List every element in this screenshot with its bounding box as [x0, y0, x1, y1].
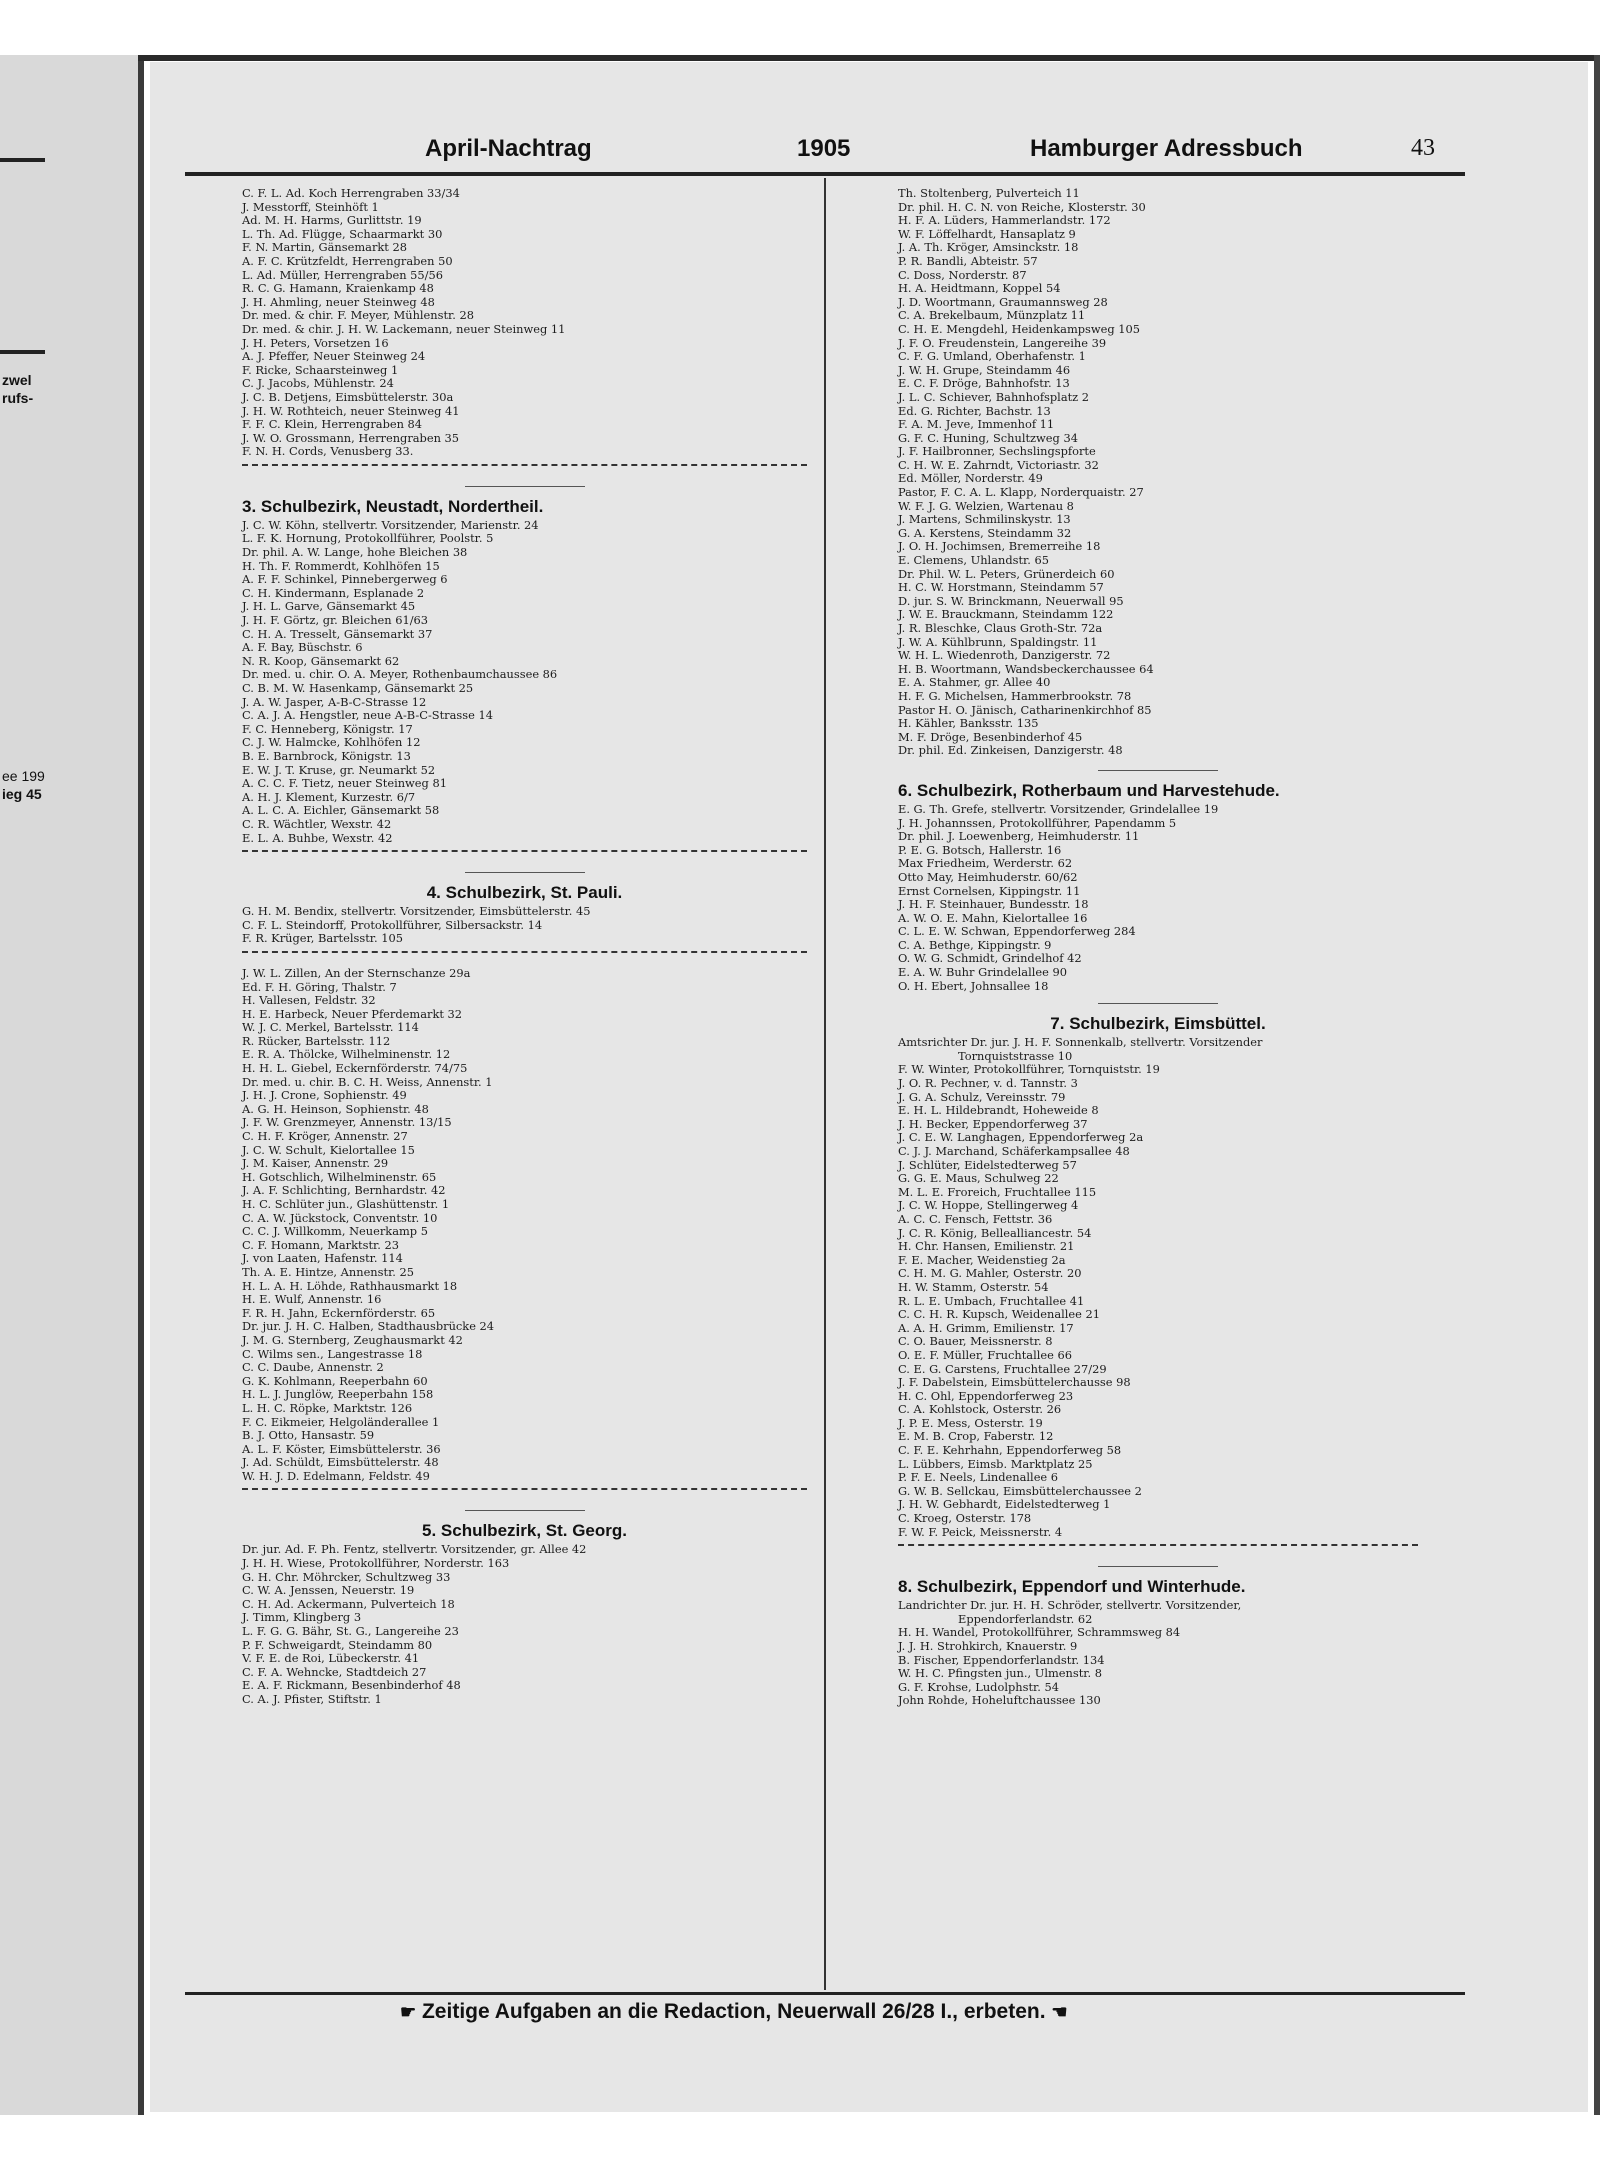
- list-item: E. A. F. Rickmann, Besenbinderhof 48: [242, 1678, 461, 1693]
- list-item: L. F. K. Hornung, Protokollführer, Poolstr. 5: [242, 531, 494, 546]
- list-item: C. H. W. E. Zahrndt, Victoriastr. 32: [898, 457, 1099, 472]
- section-3-list: [242, 519, 807, 845]
- list-item: A. W. O. E. Mahn, Kielortallee 16: [898, 910, 1088, 925]
- section-8-title: 8. Schulbezirk, Eppendorf und Winterhude.: [898, 1577, 1246, 1597]
- footer-text: Zeitige Aufgaben an die Redaction, Neuerwall 26/28 I., erbeten.: [421, 2000, 1046, 2023]
- list-item: G. H. Chr. Möhrcker, Schultzweg 33: [242, 1569, 451, 1584]
- list-item: J. W. A. Kühlbrunn, Spaldingstr. 11: [898, 634, 1098, 649]
- section-4-list: [242, 967, 807, 1484]
- page-header: [425, 135, 1465, 169]
- list-item: A. C. C. F. Tietz, neuer Steinweg 81: [242, 776, 447, 791]
- list-item: F. F. C. Klein, Herrengraben 84: [242, 417, 423, 432]
- margin-fragment: rufs-: [2, 390, 34, 406]
- list-item: J. Messtorff, Steinhöft 1: [242, 199, 379, 214]
- list-item: Dr. med. u. chir. B. C. H. Weiss, Annenstr. 1: [242, 1074, 493, 1089]
- list-item: O. W. G. Schmidt, Grindelhof 42: [898, 951, 1082, 966]
- list-item: J. W. H. Grupe, Steindamm 46: [898, 362, 1071, 377]
- list-item: H. H. L. Giebel, Eckernförderstr. 74/75: [242, 1061, 468, 1076]
- list-item: J. H. F. Görtz, gr. Bleichen 61/63: [242, 613, 429, 628]
- list-item: C. J. W. Halmcke, Kohlhöfen 12: [242, 735, 421, 750]
- list-item: P. F. Schweigardt, Steindamm 80: [242, 1637, 433, 1652]
- list-item: C. F. L. Steindorff, Protokollführer, Silbersackstr. 14: [242, 917, 543, 932]
- list-item: J. J. H. Strohkirch, Knauerstr. 9: [898, 1639, 1078, 1653]
- list-item: E. C. F. Dröge, Bahnhofstr. 13: [898, 376, 1070, 391]
- list-item: J. H. Johannssen, Protokollführer, Papendamm 5: [898, 815, 1177, 830]
- list-item: J. G. A. Schulz, Vereinsstr. 79: [898, 1089, 1066, 1104]
- section-4-officers: [242, 905, 807, 946]
- list-item: Dr. phil. A. W. Lange, hohe Bleichen 38: [242, 545, 468, 560]
- list-item: C. A. Bethge, Kippingstr. 9: [898, 937, 1052, 952]
- list-item: F. C. Henneberg, Königstr. 17: [242, 721, 413, 736]
- list-item: Ed. G. Richter, Bachstr. 13: [898, 403, 1051, 418]
- list-item: H. C. Ohl, Eppendorferweg 23: [898, 1388, 1074, 1403]
- list-item: J. H. L. Garve, Gänsemarkt 45: [242, 599, 416, 614]
- list-item: A. J. Pfeffer, Neuer Steinweg 24: [242, 349, 426, 364]
- list-item: J. H. F. Steinhauer, Bundesstr. 18: [898, 897, 1089, 912]
- list-item: W. H. L. Wiedenroth, Danzigerstr. 72: [898, 648, 1111, 663]
- pointing-hand-icon: ☚: [1051, 2002, 1068, 2022]
- list-item: F. W. F. Peick, Meissnerstr. 4: [898, 1524, 1063, 1539]
- list-item: J. H. Ahmling, neuer Steinweg 48: [242, 294, 435, 309]
- list-item: J. von Laaten, Hafenstr. 114: [242, 1251, 403, 1266]
- list-item: C. H. Ad. Ackermann, Pulverteich 18: [242, 1596, 455, 1611]
- list-item: L. Th. Ad. Flügge, Schaarmarkt 30: [242, 226, 443, 241]
- list-item: C. Doss, Norderstr. 87: [898, 267, 1027, 282]
- list-item: L. F. G. G. Bähr, St. G., Langereihe 23: [242, 1624, 459, 1639]
- list-item: J. A. Th. Kröger, Amsinckstr. 18: [898, 240, 1079, 255]
- list-item: C. A. Brekelbaum, Münzplatz 11: [898, 308, 1086, 323]
- scan-border-top: [138, 55, 1600, 61]
- list-item: G. W. B. Sellckau, Eimsbüttelerchaussee 2: [898, 1483, 1142, 1498]
- margin-fragment: ee 199: [2, 768, 45, 784]
- list-item: E. R. A. Thölcke, Wilhelminenstr. 12: [242, 1047, 451, 1062]
- list-item: P. E. G. Botsch, Hallerstr. 16: [898, 842, 1062, 857]
- section-8-lead: [898, 1599, 1418, 1626]
- list-item: Ernst Cornelsen, Kippingstr. 11: [898, 883, 1081, 898]
- list-item: H. Chr. Hansen, Emilienstr. 21: [898, 1239, 1075, 1254]
- list-item: J. Timm, Klingberg 3: [242, 1610, 362, 1625]
- list-item: W. F. J. G. Welzien, Wartenau 8: [898, 498, 1074, 513]
- list-item: C. B. M. W. Hasenkamp, Gänsemarkt 25: [242, 681, 474, 695]
- list-item: Max Friedheim, Werderstr. 62: [898, 856, 1073, 871]
- list-item: L. Ad. Müller, Herrengraben 55/56: [242, 267, 444, 282]
- list-item: J. Ad. Schüldt, Eimsbüttelerstr. 48: [242, 1455, 439, 1470]
- section-6-title: 6. Schulbezirk, Rotherbaum und Harvestehude.: [898, 780, 1280, 800]
- list-item: A. F. Bay, Büschstr. 6: [242, 640, 363, 655]
- list-item: D. jur. S. W. Brinckmann, Neuerwall 95: [898, 593, 1124, 608]
- list-item: Pastor, F. C. A. L. Klapp, Norderquaistr. 27: [898, 485, 1144, 500]
- list-item: J. P. E. Mess, Osterstr. 19: [898, 1415, 1043, 1430]
- list-item: A. H. J. Klement, Kurzestr. 6/7: [242, 789, 416, 804]
- list-item: G. K. Kohlmann, Reeperbahn 60: [242, 1373, 428, 1388]
- section-6-list: [898, 803, 1418, 993]
- list-item: H. L. J. Junglöw, Reeperbahn 158: [242, 1387, 434, 1402]
- list-item: F. W. Winter, Protokollführer, Tornquiststr. 19: [898, 1062, 1160, 1077]
- list-item: C. H. A. Tresselt, Gänsemarkt 37: [242, 626, 433, 641]
- list-item: Dr. jur. Ad. F. Ph. Fentz, stellvertr. Vorsitzender, gr. Allee 42: [242, 1542, 587, 1557]
- dash-separator: [242, 850, 807, 862]
- list-item: A. G. H. Heinson, Sophienstr. 48: [242, 1101, 429, 1116]
- short-rule: [465, 1510, 585, 1511]
- list-item: C. H. E. Mengdehl, Heidenkampsweg 105: [898, 321, 1141, 336]
- list-item: E. M. B. Crop, Faberstr. 12: [898, 1429, 1054, 1444]
- short-rule: [465, 872, 585, 873]
- list-item: B. E. Barnbrock, Königstr. 13: [242, 748, 411, 763]
- section-7-lead: [898, 1036, 1418, 1063]
- page-number: 43: [1411, 135, 1435, 161]
- pointing-hand-icon: ☛: [400, 2002, 417, 2022]
- list-item: H. L. A. H. Löhde, Rathhausmarkt 18: [242, 1278, 458, 1293]
- list-item: Dr. jur. J. H. C. Halben, Stadthausbrücke 24: [242, 1319, 495, 1334]
- footer-rule: [185, 1992, 1465, 1995]
- list-item: R. C. G. Hamann, Kraienkamp 48: [242, 281, 434, 296]
- list-item: B. Fischer, Eppendorferlandstr. 134: [898, 1652, 1105, 1667]
- list-item: J. C. E. W. Langhagen, Eppendorferweg 2a: [898, 1130, 1144, 1145]
- list-item: W. J. C. Merkel, Bartelsstr. 114: [242, 1020, 419, 1035]
- list-item: A. L. F. Köster, Eimsbüttelerstr. 36: [242, 1441, 441, 1456]
- list-item: G. F. C. Huning, Schultzweg 34: [898, 430, 1078, 445]
- dash-separator: [242, 951, 807, 963]
- list-item: H. Vallesen, Feldstr. 32: [242, 993, 376, 1008]
- list-item: M. F. Dröge, Besenbinderhof 45: [898, 729, 1083, 744]
- list-item: H. F. G. Michelsen, Hammerbrookstr. 78: [898, 688, 1132, 703]
- list-item: M. L. E. Froreich, Fruchtallee 115: [898, 1184, 1097, 1199]
- list-item: F. N. Martin, Gänsemarkt 28: [242, 240, 407, 255]
- list-item: H. E. Wulf, Annenstr. 16: [242, 1292, 382, 1307]
- list-item: N. R. Koop, Gänsemarkt 62: [242, 653, 400, 668]
- list-item: C. E. G. Carstens, Fruchtallee 27/29: [898, 1361, 1107, 1376]
- scan-border-left: [0, 55, 144, 2115]
- list-item: F. R. H. Jahn, Eckernförderstr. 65: [242, 1305, 436, 1320]
- short-rule: [1098, 1003, 1218, 1004]
- list-item: A. C. C. Fensch, Fettstr. 36: [898, 1211, 1053, 1226]
- list-item: F. N. H. Cords, Venusberg 33.: [242, 444, 414, 459]
- list-item: A. A. H. Grimm, Emilienstr. 17: [898, 1320, 1074, 1335]
- list-item: C. W. A. Jenssen, Neuerstr. 19: [242, 1583, 415, 1598]
- lead-line: Tornquiststrasse 10: [958, 1048, 1073, 1063]
- right-top-list: [898, 187, 1418, 758]
- list-item: H. B. Woortmann, Wandsbeckerchaussee 64: [898, 661, 1154, 676]
- list-item: C. F. G. Umland, Oberhafenstr. 1: [898, 349, 1086, 364]
- list-item: H. E. Harbeck, Neuer Pferdemarkt 32: [242, 1006, 463, 1021]
- list-item: J. C. W. Köhn, stellvertr. Vorsitzender, Marienstr. 24: [242, 517, 539, 532]
- list-item: L. H. C. Röpke, Marktstr. 126: [242, 1400, 413, 1415]
- list-item: Dr. med. & chir. J. H. W. Lackemann, neuer Steinweg 11: [242, 321, 566, 336]
- list-item: J. F. Hailbronner, Sechslingspforte: [898, 444, 1096, 459]
- list-item: J. F. W. Grenzmeyer, Annenstr. 13/15: [242, 1115, 452, 1130]
- list-item: J. W. O. Grossmann, Herrengraben 35: [242, 430, 460, 445]
- section-7-title: 7. Schulbezirk, Eimsbüttel.: [1050, 1014, 1266, 1034]
- list-item: J. H. H. Wiese, Protokollführer, Norderstr. 163: [242, 1556, 510, 1571]
- list-item: C. H. M. G. Mahler, Osterstr. 20: [898, 1266, 1082, 1281]
- short-rule: [465, 486, 585, 487]
- list-item: C. A. Kohlstock, Osterstr. 26: [898, 1402, 1062, 1417]
- margin-fragment: ieg 45: [2, 786, 42, 802]
- list-item: W. F. Löffelhardt, Hansaplatz 9: [898, 226, 1076, 241]
- list-item: O. H. Ebert, Johnsallee 18: [898, 978, 1049, 993]
- short-rule: [1098, 1566, 1218, 1567]
- list-item: J. H. J. Crone, Sophienstr. 49: [242, 1088, 407, 1103]
- list-item: Dr. med. u. chir. O. A. Meyer, Rothenbaumchaussee 86: [242, 667, 558, 682]
- list-item: E. L. A. Buhbe, Wexstr. 42: [242, 830, 393, 845]
- scan-border-right: [1594, 55, 1600, 2115]
- list-item: E. A. W. Buhr Grindelallee 90: [898, 965, 1067, 980]
- list-item: P. R. Bandli, Abteistr. 57: [898, 253, 1038, 268]
- section-3-title: 3. Schulbezirk, Neustadt, Nordertheil.: [242, 496, 544, 516]
- list-item: J. L. C. Schiever, Bahnhofsplatz 2: [898, 389, 1090, 404]
- left-top-list: [242, 187, 807, 459]
- list-item: H. C. Schlüter jun., Glashüttenstr. 1: [242, 1197, 450, 1211]
- right-column: [898, 187, 1418, 1708]
- column-divider: [824, 178, 826, 1990]
- list-item: G. A. Kerstens, Steindamm 32: [898, 525, 1072, 540]
- header-rule: [185, 172, 1465, 176]
- list-item: Dr. med. & chir. F. Meyer, Mühlenstr. 28: [242, 308, 474, 323]
- section-5-list: [242, 1543, 807, 1706]
- list-item: C. Kroeg, Osterstr. 178: [898, 1511, 1032, 1526]
- list-item: H. Gotschlich, Wilhelminenstr. 65: [242, 1169, 437, 1184]
- list-item: G. F. Krohse, Ludolphstr. 54: [898, 1679, 1059, 1694]
- list-item: E. G. Th. Grefe, stellvertr. Vorsitzender, Grindelallee 19: [898, 801, 1219, 816]
- list-item: H. F. A. Lüders, Hammerlandstr. 172: [898, 213, 1111, 228]
- list-item: C. H. F. Kröger, Annenstr. 27: [242, 1129, 408, 1144]
- list-item: W. H. C. Pfingsten jun., Ulmenstr. 8: [898, 1666, 1102, 1681]
- list-item: Ed. F. H. Göring, Thalstr. 7: [242, 979, 397, 994]
- lead-line: Amtsrichter Dr. jur. J. H. F. Sonnenkalb, stellvertr. Vorsitzender: [898, 1035, 1263, 1050]
- list-item: J. R. Bleschke, Claus Groth-Str. 72a: [898, 621, 1103, 635]
- list-item: C. H. Kindermann, Esplanade 2: [242, 585, 425, 600]
- list-item: L. Lübbers, Eimsb. Marktplatz 25: [898, 1456, 1093, 1471]
- section-4-title: 4. Schulbezirk, St. Pauli.: [426, 883, 623, 903]
- list-item: H. W. Stamm, Osterstr. 54: [898, 1279, 1049, 1294]
- list-item: Pastor H. O. Jänisch, Catharinenkirchhof 85: [898, 702, 1152, 717]
- list-item: A. F. C. Krützfeldt, Herrengraben 50: [242, 253, 453, 268]
- list-item: C. C. H. R. Kupsch, Weidenallee 21: [898, 1307, 1100, 1322]
- list-item: F. Ricke, Schaarsteinweg 1: [242, 362, 399, 377]
- list-item: H. H. Wandel, Protokollführer, Schrammsweg 84: [898, 1625, 1181, 1640]
- list-item: C. Wilms sen., Langestrasse 18: [242, 1346, 423, 1361]
- list-item: C. A. W. Jückstock, Conventstr. 10: [242, 1210, 438, 1225]
- list-item: J. D. Woortmann, Graumannsweg 28: [898, 294, 1108, 309]
- list-item: Otto May, Heimhuderstr. 60/62: [898, 869, 1078, 884]
- list-item: J. O. H. Jochimsen, Bremerreihe 18: [898, 539, 1101, 554]
- list-item: C. F. E. Kehrhahn, Eppendorferweg 58: [898, 1443, 1122, 1458]
- section-8-list: [898, 1626, 1418, 1708]
- margin-rule: [0, 350, 45, 354]
- list-item: J. M. Kaiser, Annenstr. 29: [242, 1156, 389, 1171]
- list-item: F. R. Krüger, Bartelsstr. 105: [242, 931, 403, 946]
- list-item: J. H. W. Rothteich, neuer Steinweg 41: [242, 403, 460, 418]
- header-title: Hamburger Adressbuch: [1030, 135, 1303, 162]
- list-item: J. H. Becker, Eppendorferweg 37: [898, 1116, 1088, 1131]
- list-item: H. Kähler, Banksstr. 135: [898, 716, 1039, 731]
- list-item: P. F. E. Neels, Lindenallee 6: [898, 1470, 1059, 1485]
- list-item: G. G. E. Maus, Schulweg 22: [898, 1171, 1059, 1186]
- list-item: Dr. phil. H. C. N. von Reiche, Klosterstr. 30: [898, 199, 1146, 214]
- list-item: C. J. Jacobs, Mühlenstr. 24: [242, 376, 394, 391]
- list-item: John Rohde, Hoheluftchaussee 130: [898, 1693, 1101, 1708]
- list-item: A. L. C. A. Eichler, Gänsemarkt 58: [242, 803, 440, 818]
- list-item: C. F. A. Wehncke, Stadtdeich 27: [242, 1664, 427, 1679]
- list-item: C. C. Daube, Annenstr. 2: [242, 1360, 384, 1375]
- list-item: Dr. Phil. W. L. Peters, Grünerdeich 60: [898, 566, 1115, 581]
- list-item: C. F. Homann, Marktstr. 23: [242, 1237, 399, 1252]
- lead-line: Landrichter Dr. jur. H. H. Schröder, stellvertr. Vorsitzender,: [898, 1598, 1242, 1613]
- list-item: Th. A. E. Hintze, Annenstr. 25: [242, 1264, 414, 1279]
- list-item: F. C. Eikmeier, Helgoländerallee 1: [242, 1414, 440, 1429]
- section-5-title: 5. Schulbezirk, St. Georg.: [422, 1521, 627, 1541]
- short-rule: [1098, 770, 1218, 771]
- list-item: J. C. W. Hoppe, Stellingerweg 4: [898, 1198, 1079, 1213]
- list-item: E. Clemens, Uhlandstr. 65: [898, 553, 1049, 568]
- list-item: J. C. R. König, Bellealliancestr. 54: [898, 1225, 1092, 1240]
- list-item: J. H. Peters, Vorsetzen 16: [242, 335, 389, 350]
- dash-separator: [242, 464, 807, 476]
- list-item: C. F. L. Ad. Koch Herrengraben 33/34: [242, 186, 460, 200]
- dash-separator: [242, 1488, 807, 1500]
- dash-separator: [898, 1544, 1418, 1556]
- header-supplement: April-Nachtrag: [425, 135, 592, 162]
- list-item: J. O. R. Pechner, v. d. Tannstr. 3: [898, 1076, 1078, 1091]
- margin-fragment: zwel: [2, 372, 32, 388]
- footer-notice: [400, 2000, 1280, 2024]
- list-item: Dr. phil. Ed. Zinkeisen, Danzigerstr. 48: [898, 743, 1123, 758]
- list-item: Dr. phil. J. Loewenberg, Heimhuderstr. 11: [898, 829, 1140, 844]
- list-item: F. A. M. Jeve, Immenhof 11: [898, 417, 1055, 432]
- list-item: W. H. J. D. Edelmann, Feldstr. 49: [242, 1468, 430, 1483]
- list-item: J. W. L. Zillen, An der Sternschanze 29a: [242, 965, 471, 980]
- list-item: O. E. F. Müller, Fruchtallee 66: [898, 1347, 1072, 1362]
- list-item: C. A. J. Pfister, Stiftstr. 1: [242, 1692, 382, 1706]
- left-column: [242, 187, 807, 1707]
- list-item: J. A. F. Schlichting, Bernhardstr. 42: [242, 1183, 446, 1198]
- list-item: C. O. Bauer, Meissnerstr. 8: [898, 1334, 1053, 1349]
- list-item: F. E. Macher, Weidenstieg 2a: [898, 1252, 1066, 1267]
- list-item: C. R. Wächtler, Wexstr. 42: [242, 816, 392, 831]
- list-item: J. C. W. Schult, Kielortallee 15: [242, 1142, 415, 1157]
- list-item: H. Th. F. Rommerdt, Kohlhöfen 15: [242, 558, 440, 573]
- list-item: R. Rücker, Bartelsstr. 112: [242, 1033, 391, 1048]
- list-item: C. J. J. Marchand, Schäferkampsallee 48: [898, 1144, 1130, 1158]
- list-item: J. F. O. Freudenstein, Langereihe 39: [898, 335, 1107, 350]
- list-item: J. Schlüter, Eidelstedterweg 57: [898, 1157, 1077, 1172]
- list-item: C. C. J. Willkomm, Neuerkamp 5: [242, 1224, 428, 1239]
- list-item: J. Martens, Schmilinskystr. 13: [898, 512, 1071, 527]
- list-item: R. L. E. Umbach, Fruchtallee 41: [898, 1293, 1085, 1308]
- list-item: J. C. B. Detjens, Eimsbüttelerstr. 30a: [242, 389, 454, 404]
- list-item: J. W. E. Brauckmann, Steindamm 122: [898, 607, 1114, 622]
- list-item: J. H. W. Gebhardt, Eidelstedterweg 1: [898, 1497, 1111, 1512]
- list-item: J. A. W. Jasper, A-B-C-Strasse 12: [242, 694, 427, 709]
- lead-line: Eppendorferlandstr. 62: [958, 1611, 1093, 1626]
- list-item: Th. Stoltenberg, Pulverteich 11: [898, 186, 1080, 200]
- list-item: A. F. F. Schinkel, Pinnebergerweg 6: [242, 572, 448, 587]
- list-item: Ad. M. H. Harms, Gurlittstr. 19: [242, 213, 422, 228]
- list-item: E. H. L. Hildebrandt, Hoheweide 8: [898, 1103, 1099, 1118]
- section-7-list: [898, 1063, 1418, 1539]
- margin-rule: [0, 158, 45, 162]
- list-item: H. A. Heidtmann, Koppel 54: [898, 281, 1061, 296]
- list-item: E. A. Stahmer, gr. Allee 40: [898, 675, 1051, 690]
- list-item: E. W. J. T. Kruse, gr. Neumarkt 52: [242, 762, 436, 777]
- header-year: 1905: [797, 135, 851, 162]
- list-item: V. F. E. de Roi, Lübeckerstr. 41: [242, 1651, 420, 1666]
- list-item: Ed. Möller, Norderstr. 49: [898, 471, 1043, 486]
- list-item: C. L. E. W. Schwan, Eppendorferweg 284: [898, 924, 1136, 939]
- list-item: B. J. Otto, Hansastr. 59: [242, 1428, 375, 1443]
- list-item: H. C. W. Horstmann, Steindamm 57: [898, 580, 1104, 595]
- list-item: J. M. G. Sternberg, Zeughausmarkt 42: [242, 1332, 463, 1347]
- list-item: J. F. Dabelstein, Eimsbüttelerchausse 98: [898, 1375, 1131, 1390]
- list-item: G. H. M. Bendix, stellvertr. Vorsitzender, Eimsbüttelerstr. 45: [242, 904, 591, 919]
- list-item: C. A. J. A. Hengstler, neue A-B-C-Strasse 14: [242, 708, 493, 723]
